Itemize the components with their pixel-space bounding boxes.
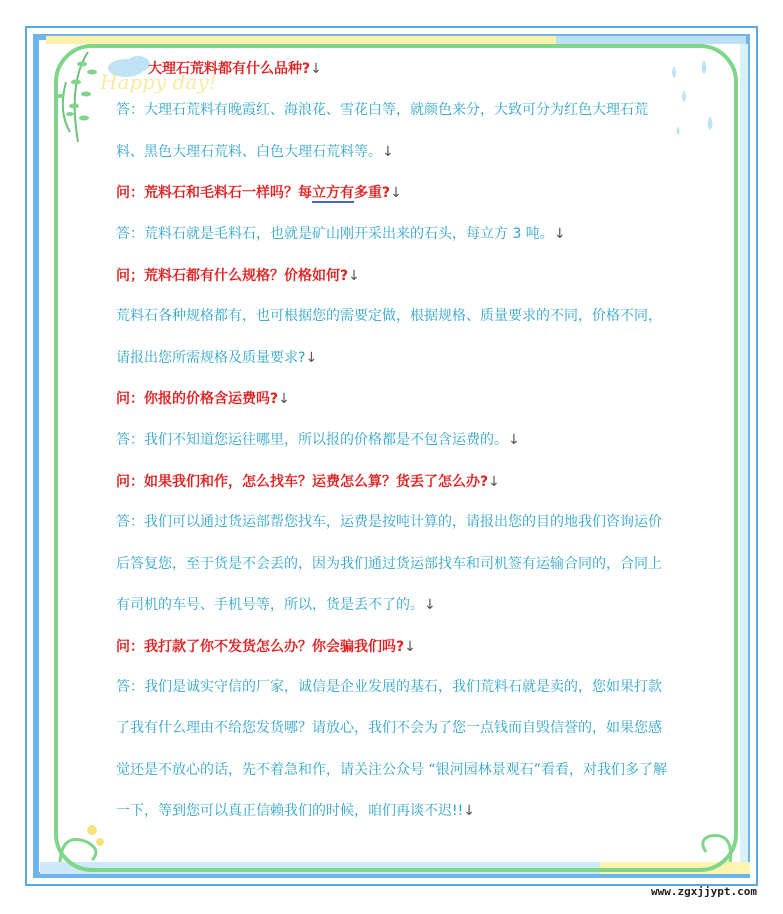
question-2: 问：荒料石和毛料石一样吗？每立方有多重?↓ xyxy=(116,185,402,201)
answer-6: 答：我们是诚实守信的厂家，诚信是企业发展的基石，我们荒料石就是卖的，您如果打款了我有什么理由不给您发货哪？请放心，我们不会为了您一点钱而自毁信誉的，如果您感觉还是不放心的话，先不着急和作，请关注公众号 “银河园林景观石”看看，对我们多了解一下，等到您可以真正信赖我们的时候，咱们再谈不迟!!↓ xyxy=(116,678,667,819)
faq-content xyxy=(116,58,672,854)
answer-4: 答：我们不知道您运往哪里，所以报的价格都是不包含运费的。↓ xyxy=(116,432,520,448)
top-blue-band xyxy=(556,36,746,44)
answer-2: 答：荒料石就是毛料石，也就是矿山刚开采出来的石头，每立方 3 吨。↓ xyxy=(116,226,566,242)
bottom-left-swirl-icon xyxy=(52,812,122,872)
answer-5: 答：我们可以通过货运部帮您找车，运费是按吨计算的，请报出您的目的地我们咨询运价后答复您，至于货是不会丢的，因为我们通过货运部找车和司机签有运输合同的，合同上有司机的车号、手机号等，所以，货是丢不了的。↓ xyxy=(116,514,662,613)
underlined-text: 立方有 xyxy=(312,185,354,201)
right-cyan-band xyxy=(740,44,748,864)
site-watermark: www.zgxjjypt.com xyxy=(651,885,757,898)
question-6: 问：我打款了你不发货怎么办？你会骗我们吗?↓ xyxy=(116,638,416,655)
happy-day-decoration: Happy day! xyxy=(100,70,217,94)
raindrops-icon xyxy=(664,56,724,146)
question-1: 大理石荒料都有什么品种?↓ xyxy=(148,61,322,77)
question-4: 问：你报的价格含运费吗?↓ xyxy=(116,391,290,407)
answer-3: 荒料石各种规格都有，也可根据您的需要定做，根据规格、质量要求的不同，价格不同，请报出您所需规格及质量要求?↓ xyxy=(116,308,662,366)
question-3: 问；荒料石都有什么规格？价格如何?↓ xyxy=(116,268,360,284)
answer-1: 答：大理石荒料有晚霞红、海浪花、雪花白等，就颜色来分，大致可分为红色大理石荒料、黑色大理石荒料、白色大理石荒料等。↓ xyxy=(116,102,648,160)
bottom-right-swirl-icon xyxy=(690,818,740,868)
question-5: 问：如果我们和作，怎么找车？运费怎么算？货丢了怎么办?↓ xyxy=(116,474,500,490)
